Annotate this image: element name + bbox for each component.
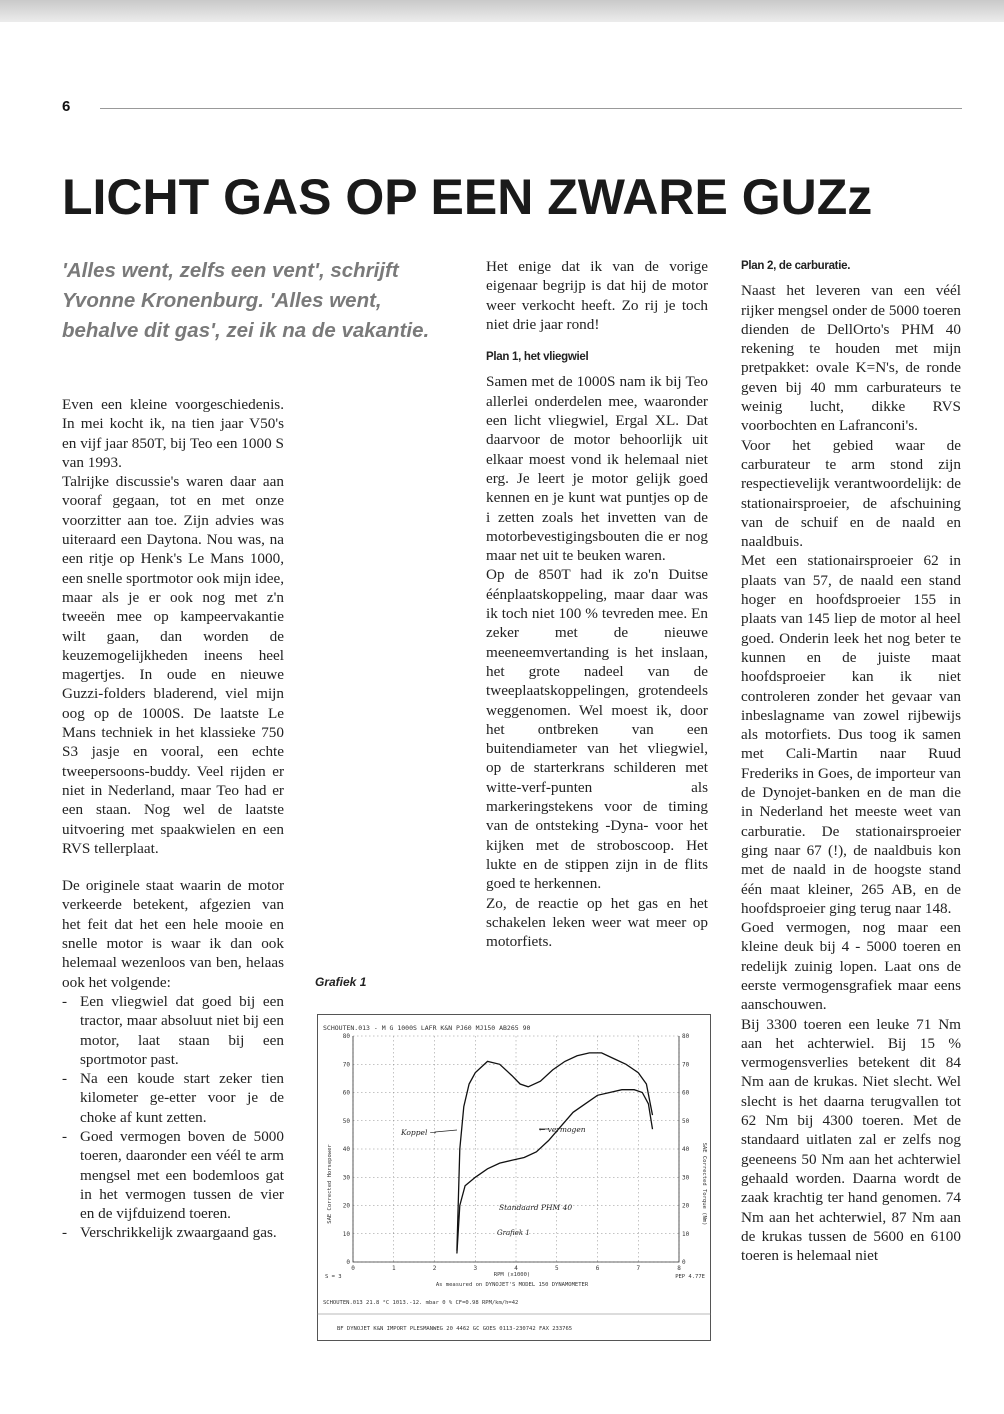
chart-footer-center: As measured on DYNOJET'S MODEL 150 DYNAMOMETER	[435, 1282, 589, 1288]
chart-bottom-line: BF DYNOJET K&N IMPORT PLESMANWEG 20 4462 GC GOES 0113-230742 FAX 233765	[337, 1326, 573, 1332]
y-tick-label-right: 60	[682, 1089, 690, 1097]
y-tick-label-right: 0	[682, 1259, 686, 1266]
section-heading-plan-1: Plan 1, het vliegwiel	[486, 351, 589, 364]
x-tick-label: 1	[391, 1265, 396, 1272]
y-tick-label: 80	[342, 1033, 350, 1040]
y-tick-label-right: 80	[682, 1033, 690, 1040]
page-number: 6	[62, 98, 71, 115]
y-tick-label: 40	[342, 1146, 350, 1153]
spacer	[62, 858, 284, 876]
x-tick-label: 6	[595, 1265, 600, 1272]
graph-label: Grafiek 1	[315, 975, 367, 989]
y-tick-label: 60	[342, 1089, 350, 1097]
x-tick-label: 8	[677, 1265, 681, 1272]
y-tick-label-right: 50	[682, 1117, 690, 1125]
col1-paragraph-2: Talrijke discussie's waren daar aan vooraf gegaan, tot en met onze voorzitter aan toe. Zijn advies was uiteraard een Daytona. Nou was, na een ritje op Henk's Le Mans 1000, een snelle sportmotor ook mijn idee, maar als je er ook nog met z'n tweeën mee op kampeervakantie wilt gaan, dan worden de keuzemogelijkheden ineens heel magertjes. In oude en nieuwe Guzzi-folders bladerend, viel mijn oog op de 1000S. De laatste Le Mans techniek in het klassieke 750 S3 jasje en vooral, een echte tweepersoons-buddy. Veel rijden er niet in Nederland, maar Teo had er een staan. Nog wel de laatste uitvoering met spaakwielen en een RVS tellerplaat.	[62, 473, 284, 857]
annotation-vermogen: ← vermogen	[539, 1125, 586, 1134]
chart-footer-left: S = 3	[325, 1274, 342, 1280]
col3-paragraph-4: Goed vermogen, nog maar een kleine deuk bij 4 - 5000 toeren en redelijk zuinig lopen. Laat ons de eerste vermogensgrafiek maar eens aanschouwen.	[741, 919, 961, 1014]
y-tick-label: 10	[342, 1230, 350, 1238]
col2-paragraph-1: Het enige dat ik van de vorige eigenaar begrijp is dat hij de motor weer verkocht heeft. Zo rij je toch niet drie jaar rond!	[486, 258, 708, 333]
x-tick-label: 2	[432, 1265, 437, 1272]
y-tick-label: 70	[342, 1061, 350, 1069]
problem-list	[62, 992, 284, 1243]
col3-paragraph-3: Met een stationairsproeier 62 in plaats van 57, de naald een stand hoger en hoofdsproeier 155 in plaats van 145 liep de motor al heel goed. Onderin leek het nog beter te kunnen en de juiste maat hoofdsproeier kan ik niet controleren zonder het gevaar van inbeslagname van zowel rijbewijs als motorfiets. Dus toog ik samen met Cali-Martin naar Ruud Frederiks in Goes, de importeur van de Dynojet-banken en de man die in Nederland het meeste weet van carburatie. De stationairsproeier ging naar 67 (!), de naaldbuis kon met de naald in de hoogste stand één maat kleiner, 265 AB, en de hoofdsproeier ging terug naar 148.	[741, 552, 961, 917]
article-title: LICHT GAS OP EEN ZWARE GUZz	[62, 169, 873, 225]
x-tick-label: 0	[351, 1265, 355, 1272]
col3-paragraph-2: Voor het gebied waar de carburateur te arm stond zijn respectievelijk verantwoordelijk: de stationairsproeier, de afschuining van de schuif en de naald en naaldbuis.	[741, 436, 961, 551]
article-lead: 'Alles went, zelfs een vent', schrijft Yvonne Kronenburg. 'Alles went, behalve dit gas', zei ik na de vakantie.	[62, 259, 430, 342]
page-top-edge	[0, 0, 1004, 22]
annotation-grafiek: Grafiek 1	[497, 1229, 530, 1237]
y-tick-label-right: 70	[682, 1061, 690, 1069]
list-item: - Een vliegwiel dat goed bij een tractor, maar absoluut niet bij een motor, laat staan bij een sportmotor past.	[62, 992, 284, 1069]
chart-header: SCHOUTEN.013 - M G 1000S LAFR K&N PJ60 MJ150 AB265 90	[323, 1024, 531, 1032]
spacer	[486, 334, 708, 348]
header-rule	[100, 108, 962, 109]
x-axis-label: RPM (x1000)	[493, 1272, 531, 1278]
x-tick-label: 7	[636, 1265, 641, 1272]
x-tick-label: 4	[514, 1265, 518, 1272]
col2-paragraph-2: Samen met de 1000S nam ik bij Teo allerlei onderdelen mee, waaronder een licht vliegwiel, Ergal XL. Dat daarvoor de motor behoorlijk uit elkaar moest vond ik helemaal niet erg. Je leert je motor gelijk goed kennen en je kunt wat puntjes op de i zetten zoals het invetten van de motorbevestigingsbouten die er nog maar net uit te beuken waren.	[486, 373, 708, 565]
list-item: - Goed vermogen boven de 5000 toeren, daaronder een véél te arm mengsel met een bodemloos gat in het vermogen tussen de vier en de vijfduizend toeren.	[62, 1127, 284, 1223]
y-axis-label-left: SAE Corrected Horsepower	[327, 1144, 333, 1224]
column-3	[741, 257, 961, 1265]
col3-paragraph-1: Naast het leveren van een véél rijker mengsel onder de 5000 toeren dienden de DellOrto's PHM 40 rekening te houden met mijn pretpakket: ovale K=N's, de ronde geven bij 40 mm carburateurs te weinig lucht, dikke RVS voorbochten en Lafranconi's.	[741, 282, 961, 435]
x-tick-label: 3	[473, 1265, 478, 1272]
chart-footer-right: PEP 4.77E	[675, 1274, 705, 1280]
section-heading-plan-2: Plan 2, de carburatie.	[741, 260, 851, 272]
annotation-koppel: Koppel →	[401, 1128, 437, 1137]
column-1	[62, 395, 284, 1243]
list-item: - Na een koude start zeker tien kilometer ge-etter voor je de choke af kunt zetten.	[62, 1069, 284, 1127]
y-tick-label: 30	[342, 1174, 350, 1182]
dyno-chart-svg	[317, 1014, 711, 1341]
col1-paragraph-1: Even een kleine voorgeschiedenis. In mei kocht ik, na tien jaar V50's en vijf jaar 850T, bij Teo een 1000 S van 1993.	[62, 396, 284, 471]
list-item: - Verschrikkelijk zwaargaand gas.	[62, 1223, 284, 1242]
column-2	[486, 257, 708, 951]
col2-paragraph-3: Op de 850T had ik zo'n Duitse éénplaatskoppeling, maar daar was ik toch niet 100 % tevreden mee. En zeker met de nieuwe meeneemvertanding is het inslaan, het grote nadeel van de tweeplaatskoppelingen, grotendeels weggenomen. Wel moest ik, door het ontbreken van een buitendiameter van het vliegwiel, op de starterkrans schilderen met witte-verf-punten als markeringstekens voor de timing van de ontsteking -Dyna- voor het kijken met de stroboscoop. Het lukte en de stippen zijn in de flits goed te herkennen.	[486, 566, 708, 893]
dyno-chart	[317, 1014, 711, 1341]
col2-paragraph-4: Zo, de reactie op het gas en het schakelen leken weer wat meer op motorfiets.	[486, 894, 708, 951]
y-tick-label-right: 20	[682, 1202, 690, 1210]
col3-paragraph-5: Bij 3300 toeren een leuke 71 Nm aan het achterwiel. Bij 15 % vermogensverlies betekent dit 84 Nm aan de krukas. Niet slecht. Wel slecht is het daarna terugvallen tot 62 Nm bij 4300 toeren. Met de standaard uitlaten zal er zelfs nog geeneens 50 Nm aan het achterwiel gehaald worden. Daarna wordt de zaak krachtig ter hand genomen. 74 Nm aan het achterwiel, 87 Nm aan de krukas tussen de 5600 en 6100 toeren is helemaal niet	[741, 1015, 961, 1265]
y-tick-label: 0	[346, 1259, 350, 1266]
y-tick-label-right: 40	[682, 1146, 690, 1153]
y-tick-label-right: 30	[682, 1174, 690, 1182]
y-tick-label-right: 10	[682, 1230, 690, 1238]
col1-paragraph-3: De originele staat waarin de motor verkeerde betekent, afgezien van het feit dat het een hele mooie en snelle motor is waar ik dan ook helemaal wezenloos van ben, helaas ook het volgende:	[62, 877, 284, 991]
x-tick-label: 5	[554, 1265, 559, 1272]
annotation-standaard: Standaard PHM 40	[499, 1203, 573, 1212]
y-tick-label: 50	[342, 1117, 350, 1125]
chart-conditions: SCHOUTEN.013 21.8 °C 1013.-12. mbar 0 % CF=0.98 RPM/km/h=42	[323, 1300, 519, 1306]
y-tick-label: 20	[342, 1202, 350, 1210]
y-axis-label-right: SAE Corrected Torque (Nm)	[701, 1142, 707, 1226]
